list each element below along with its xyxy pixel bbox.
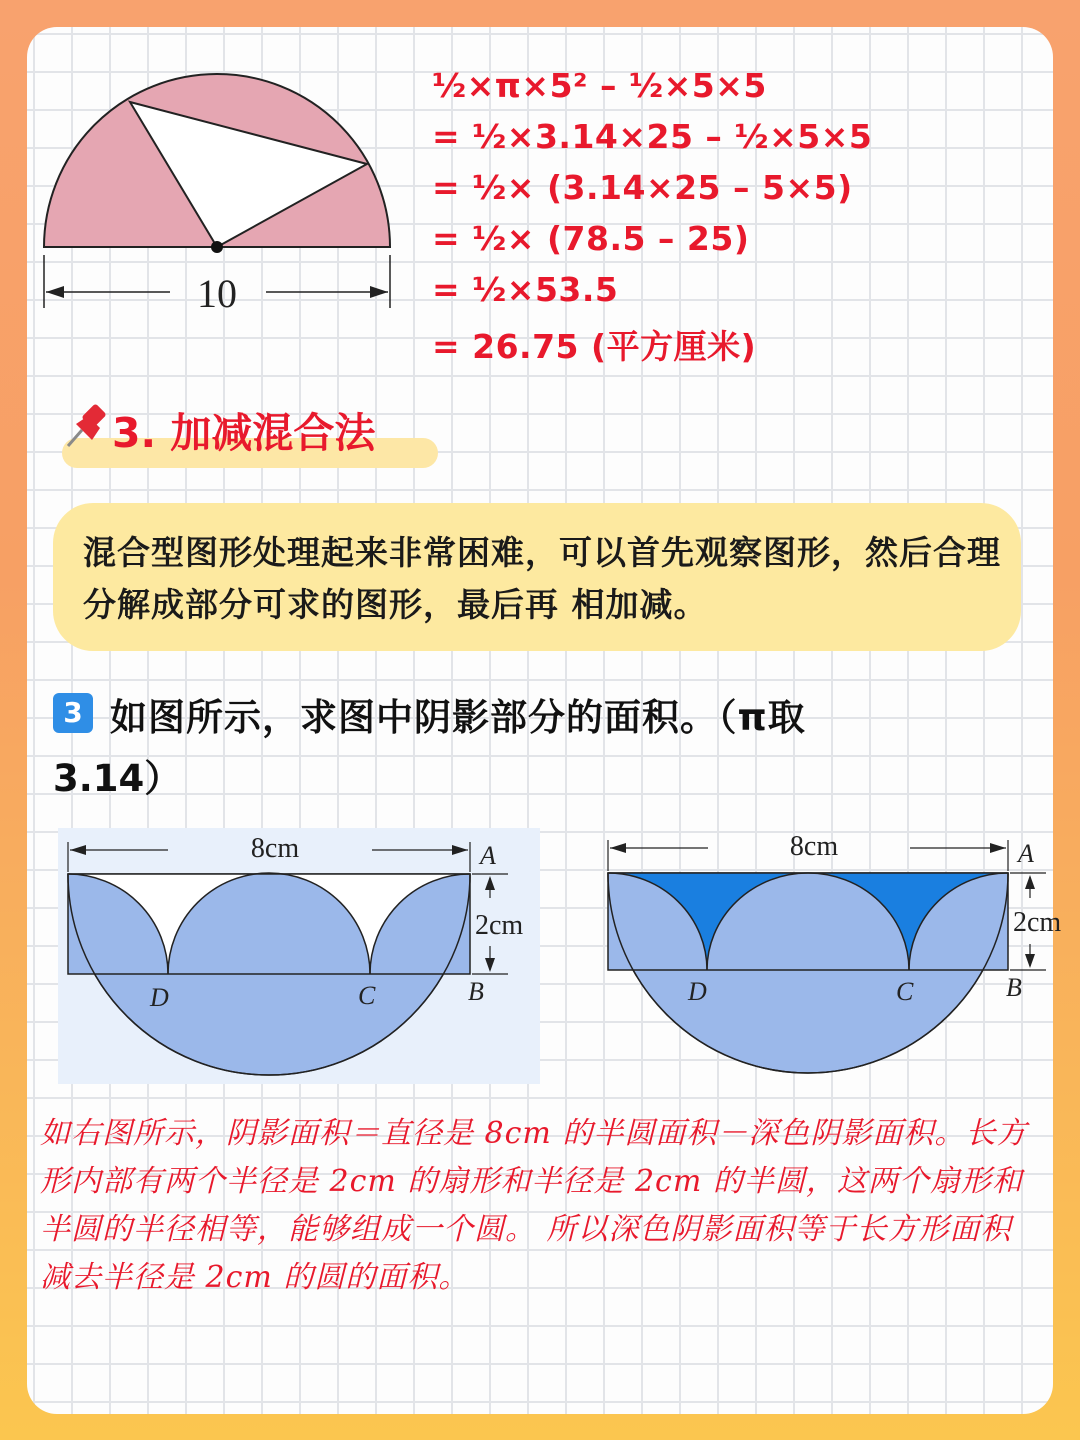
explanation-text: 如右图所示，阴影面积＝直径是 8cm 的半圆面积－深色阴影面积。长方形内部有两个半径是 2cm 的扇形和半径是 2cm 的半圆，这两个扇形和半圆的半径相等，能够组成一个圆。 所以深色阴影面积等于长方形面积减去半径是 2cm 的圆的面积。	[40, 1116, 1028, 1295]
right-figure	[598, 828, 1076, 1084]
arrowhead-right	[370, 286, 388, 298]
tip-box	[53, 503, 1021, 651]
tip-text: 混合型图形处理起来非常困难，可以首先观察图形，然后合理分解成部分可求的图形，最后再 相加减。	[83, 533, 1001, 624]
height-label: 2cm	[1013, 907, 1062, 938]
width-label: 8cm	[789, 831, 839, 862]
height-label: 2cm	[475, 910, 524, 941]
question-number-badge: 3	[53, 693, 93, 733]
question-text-continued: 3.14）	[53, 757, 182, 800]
point-c-label: C	[896, 977, 914, 1006]
pushpin-icon	[62, 402, 112, 452]
question-text: 如图所示，求图中阴影部分的面积。（π取	[110, 696, 806, 739]
point-d-label: D	[150, 983, 169, 1012]
semicircle-figure	[30, 60, 410, 320]
point-b-label: B	[1006, 973, 1022, 1002]
section-heading	[62, 396, 438, 472]
section-title: 3. 加减混合法	[112, 409, 376, 457]
equation-line-2: = ½×3.14×25 – ½×5×5	[432, 117, 873, 156]
width-label: 8cm	[250, 833, 300, 864]
point-d-label: D	[688, 977, 707, 1006]
diameter-label: 10	[197, 271, 237, 316]
point-a-label: A	[1018, 839, 1034, 868]
point-a-label: A	[480, 841, 496, 870]
center-point	[211, 241, 223, 253]
point-b-label: B	[468, 977, 484, 1006]
equation-line-6: = 26.75 (平方厘米)	[432, 327, 757, 366]
point-c-label: C	[358, 981, 376, 1010]
equation-line-5: = ½×53.5	[432, 270, 619, 309]
left-figure	[58, 828, 540, 1084]
equation-line-1: ½×π×5² – ½×5×5	[432, 66, 767, 105]
equation-line-3: = ½× (3.14×25 – 5×5)	[432, 168, 853, 207]
equation-line-4: = ½× (78.5 – 25)	[432, 219, 750, 258]
arrowhead-left	[46, 286, 64, 298]
